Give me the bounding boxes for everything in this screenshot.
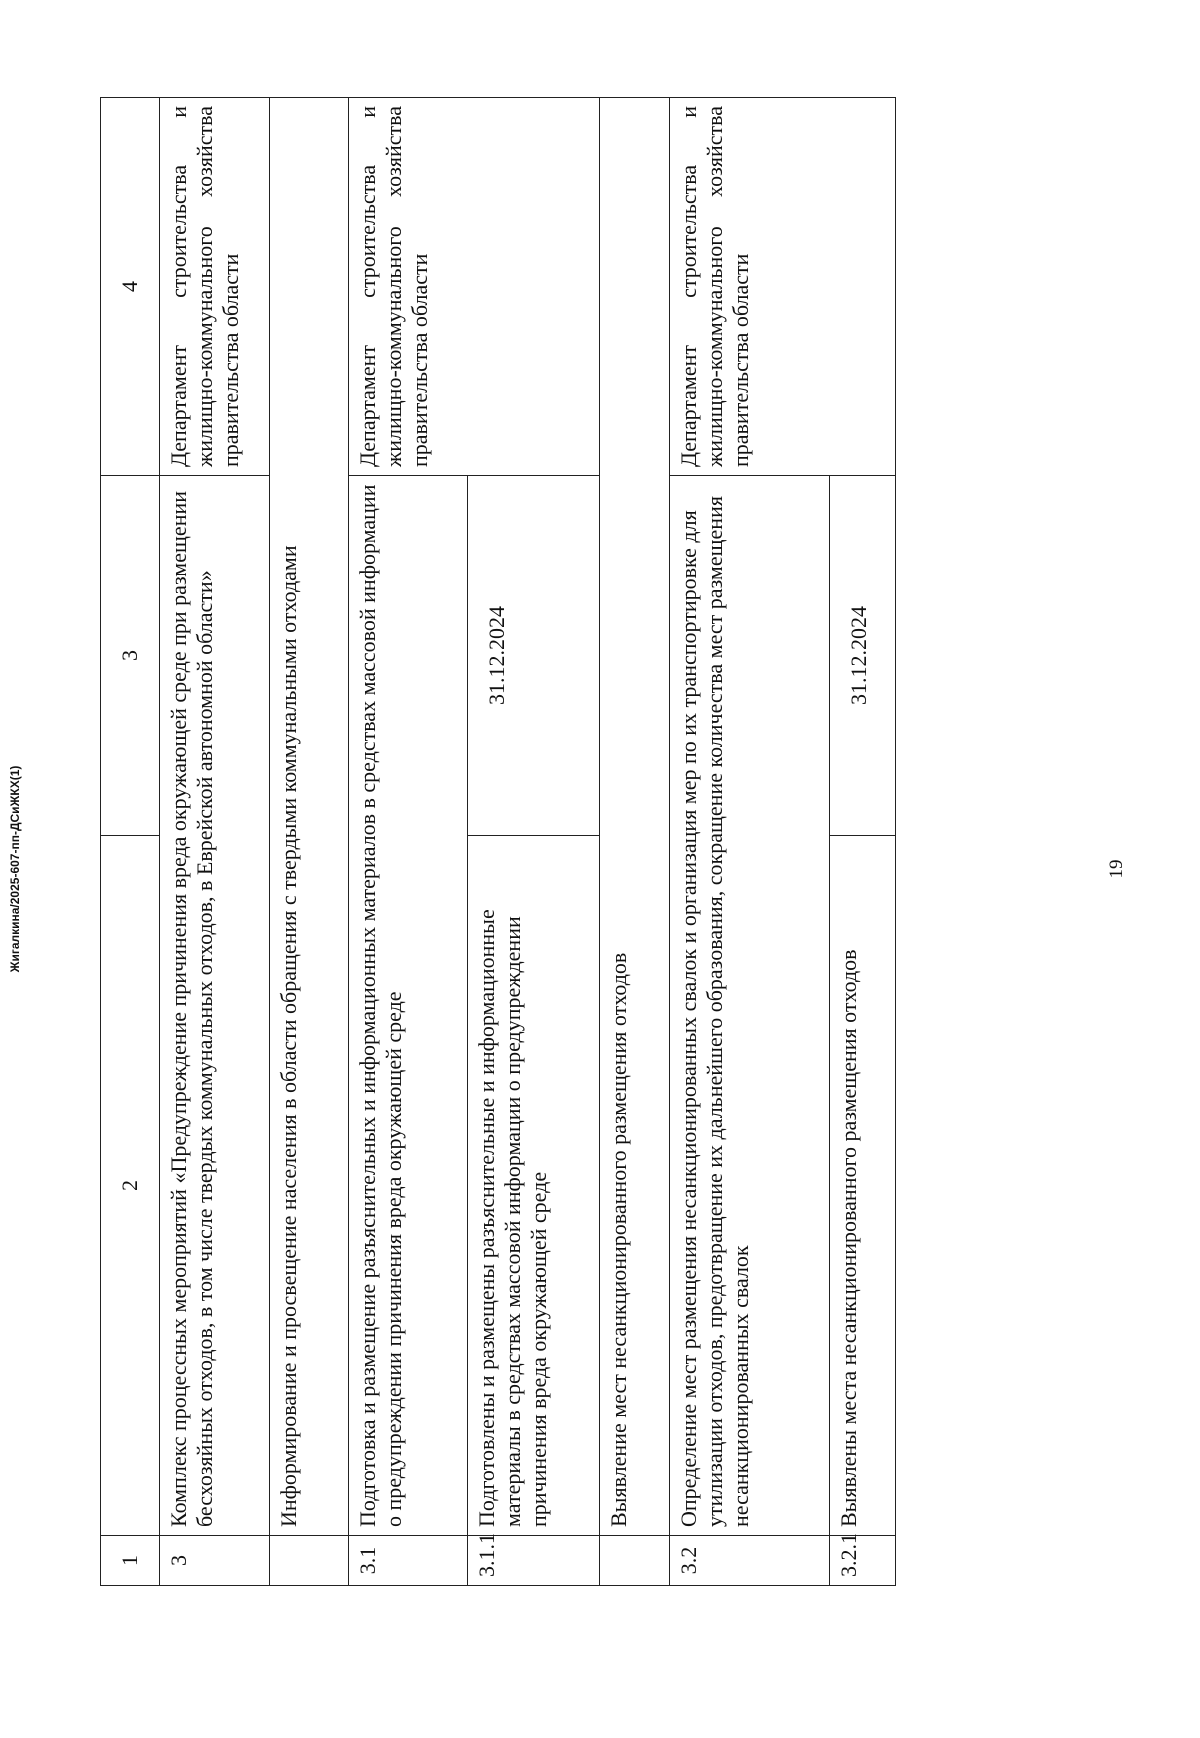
table-row-task: [599, 98, 670, 1586]
task-text: Выявление мест несанкционированного размещения отходов: [599, 98, 670, 1536]
row-number-empty: [599, 1536, 670, 1586]
table-row: [670, 98, 829, 1586]
measures-table: [100, 97, 896, 1586]
table-row: [160, 98, 269, 1586]
header-cell-3: 3: [101, 476, 160, 836]
row-text: Подготовка и размещение разъяснительных и информационных материалов в средствах массовой информации о предупреждении причинения вреда окружающей среде: [349, 476, 467, 1536]
row-responsible: Департамент строительства и жилищно-коммунального хозяйства правительства области: [349, 98, 600, 476]
row-responsible: Департамент строительства и жилищно-коммунального хозяйства правительства области: [160, 98, 269, 476]
row-number-empty: [269, 1536, 349, 1586]
row-text: Выявлены места несанкционированного размещения отходов: [829, 836, 895, 1536]
row-text: Определение мест размещения несанкционированных свалок и организация мер по их транспортировке для утилизации отходов, предотвращение их дальнейшего образования, сокращение количества мест размещения несанкционированных свалок: [670, 476, 829, 1536]
page-number: 19: [1106, 859, 1127, 879]
header-cell-2: 2: [101, 836, 160, 1536]
task-text: Информирование и просвещение населения в области обращения с твердыми коммунальными отходами: [269, 98, 349, 1536]
row-number: 3.2: [670, 1536, 829, 1586]
header-cell-4: 4: [101, 98, 160, 476]
header-cell-1: 1: [101, 1536, 160, 1586]
row-number: 3.1: [349, 1536, 467, 1586]
row-text: Подготовлены и размещены разъяснительные и информационные материалы в средствах массовой информации о предупреждении причинения вреда окружающей среде: [467, 836, 599, 1536]
row-number: 3: [160, 1536, 269, 1586]
table-row-task: [269, 98, 349, 1586]
row-number: 3.2.1: [829, 1536, 895, 1586]
row-responsible: Департамент строительства и жилищно-коммунального хозяйства правительства области: [670, 98, 896, 476]
table-header-row: [101, 98, 160, 1586]
row-date: 31.12.2024: [467, 476, 599, 836]
table-row: [349, 98, 467, 1586]
row-text: Комплекс процессных мероприятий «Предупреждение причинения вреда окружающей среде при размещении бесхозяйных отходов, в том числе твердых коммунальных отходов, в Еврейской автономной области»: [160, 476, 269, 1536]
row-date: 31.12.2024: [829, 476, 895, 836]
row-number: 3.1.1: [467, 1536, 599, 1586]
footer-reference: Жигалкина/2025-607-пп-ДСиЖКХ(1): [8, 765, 22, 973]
